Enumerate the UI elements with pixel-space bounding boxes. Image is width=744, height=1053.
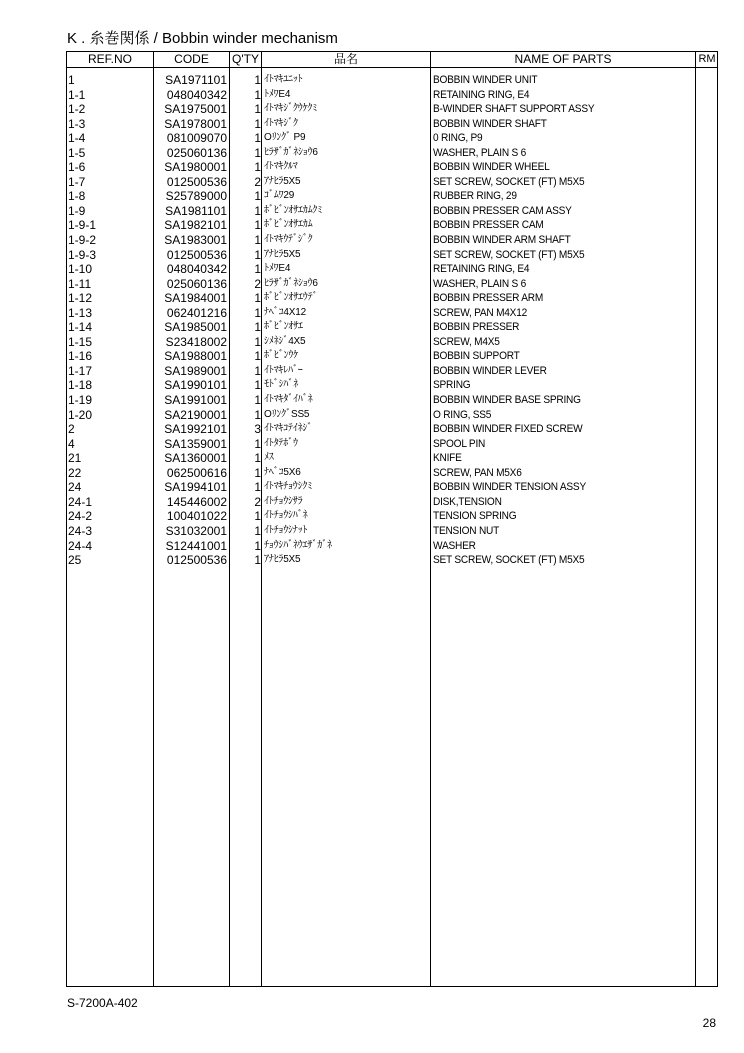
cell-name-of-parts: WASHER, PLAIN S 6 (433, 277, 527, 290)
cell-qty: 1 (254, 393, 261, 408)
cell-code: SA1360001 (164, 451, 227, 466)
cell-code: SA1980001 (164, 160, 227, 175)
cell-code: SA1981101 (165, 203, 227, 218)
cell-qty: 1 (254, 189, 261, 204)
cell-ref: 4 (68, 436, 75, 451)
cell-qty: 1 (254, 233, 261, 248)
cell-name-of-parts: RETAINING RING, E4 (433, 88, 530, 101)
cell-name-of-parts: BOBBIN WINDER SHAFT (433, 117, 547, 130)
cell-jp-name: ﾋﾗｻﾞｶﾞﾈｼｮｳ6 (264, 277, 318, 289)
cell-ref: 25 (68, 553, 82, 568)
cell-name-of-parts: WASHER (433, 539, 476, 552)
cell-jp-name: ﾒｽ (264, 452, 274, 464)
table-row (67, 509, 717, 524)
cell-qty: 1 (254, 102, 261, 117)
page-number: 28 (702, 1016, 716, 1030)
cell-ref: 1-14 (68, 320, 93, 335)
parts-table (66, 51, 718, 987)
cell-code: SA1988001 (164, 349, 227, 364)
header-rm: RM (698, 53, 716, 65)
document-code: S-7200A-402 (67, 996, 138, 1010)
header-ref: REF.NO (87, 52, 132, 66)
cell-code: SA1971101 (165, 73, 227, 87)
table-row (67, 233, 717, 248)
table-row (67, 364, 717, 379)
cell-ref: 1-15 (68, 334, 93, 349)
cell-name-of-parts: RETAINING RING, E4 (433, 263, 530, 276)
cell-code: SA1984001 (164, 291, 227, 306)
cell-qty: 2 (254, 494, 261, 509)
cell-code: SA1978001 (164, 116, 227, 131)
cell-code: 048040342 (166, 87, 227, 102)
table-row (67, 466, 717, 481)
table-row (67, 131, 717, 146)
table-row (67, 73, 717, 88)
table-row (67, 146, 717, 161)
cell-jp-name: ﾁｮｳｼﾊﾞﾈｳｴｻﾞｶﾞﾈ (264, 539, 332, 551)
table-row (67, 189, 717, 204)
cell-qty: 1 (254, 87, 261, 102)
cell-jp-name: ｲﾄﾏｷｼﾞｸ (264, 117, 298, 129)
table-body (67, 73, 717, 568)
cell-qty: 1 (254, 363, 261, 378)
cell-name-of-parts: SCREW, PAN M5X6 (433, 466, 522, 479)
cell-code: 012500536 (166, 247, 227, 262)
cell-code: SA1985001 (164, 320, 227, 335)
cell-name-of-parts: RUBBER RING, 29 (433, 190, 517, 203)
cell-name-of-parts: WASHER, PLAIN S 6 (433, 146, 527, 159)
cell-ref: 1-17 (68, 363, 93, 378)
cell-jp-name: ﾎﾞﾋﾞﾝｵｻｴ (264, 321, 303, 333)
table-row (67, 451, 717, 466)
cell-qty: 1 (254, 73, 261, 87)
cell-name-of-parts: BOBBIN PRESSER (433, 321, 520, 334)
cell-code: S23418002 (165, 334, 227, 349)
cell-qty: 1 (254, 305, 261, 320)
cell-qty: 1 (254, 291, 261, 306)
cell-qty: 1 (254, 247, 261, 262)
table-row (67, 277, 717, 292)
cell-ref: 1-3 (68, 116, 86, 131)
cell-qty: 3 (254, 422, 261, 437)
cell-jp-name: ﾅﾍﾞｺ4X12 (264, 306, 306, 318)
cell-name-of-parts: BOBBIN WINDER BASE SPRING (433, 394, 581, 407)
cell-qty: 1 (254, 320, 261, 335)
cell-name-of-parts: O RING, SS5 (433, 408, 492, 421)
cell-ref: 1-11 (68, 276, 92, 291)
cell-jp-name: ﾅﾍﾞｺ5X6 (264, 466, 301, 478)
cell-jp-name: ｼﾒﾈｼﾞ4X5 (264, 335, 306, 347)
cell-name-of-parts: 0 RING, P9 (433, 132, 483, 145)
table-row (67, 88, 717, 103)
cell-code: SA1991001 (164, 393, 227, 408)
cell-name-of-parts: BOBBIN PRESSER CAM ASSY (433, 204, 572, 217)
header-jp-name: 品名 (333, 52, 358, 66)
table-row (67, 248, 717, 263)
cell-code: SA1990101 (164, 378, 227, 393)
table-row (67, 553, 717, 568)
cell-jp-name: Oﾘﾝｸﾞ P9 (264, 132, 306, 144)
cell-qty: 1 (254, 131, 261, 146)
cell-jp-name: ﾋﾗｻﾞｶﾞﾈｼｮｳ6 (264, 146, 318, 158)
cell-name-of-parts: B-WINDER SHAFT SUPPORT ASSY (433, 103, 595, 116)
cell-code: SA2190001 (164, 407, 227, 422)
cell-jp-name: ｺﾞﾑﾜ29 (264, 190, 295, 202)
table-row (67, 320, 717, 335)
cell-qty: 1 (254, 465, 261, 480)
cell-jp-name: ｲﾄﾏｷｸﾙﾏ (264, 161, 298, 173)
cell-ref: 1-4 (68, 131, 86, 146)
cell-code: 081009070 (166, 131, 227, 146)
cell-jp-name: ﾄﾒﾜE4 (264, 263, 291, 275)
cell-ref: 24-3 (68, 523, 93, 538)
cell-name-of-parts: SET SCREW, SOCKET (FT) M5X5 (433, 248, 585, 261)
cell-ref: 24 (68, 480, 82, 495)
cell-qty: 1 (254, 116, 261, 131)
cell-ref: 1-8 (68, 189, 86, 204)
cell-ref: 1-20 (68, 407, 93, 422)
cell-code: SA1994101 (164, 480, 227, 495)
cell-name-of-parts: DISK,TENSION (433, 495, 502, 508)
cell-jp-name: ｱﾅﾋﾗ5X5 (264, 554, 301, 566)
cell-code: 062500616 (166, 465, 227, 480)
cell-name-of-parts: BOBBIN WINDER FIXED SCREW (433, 423, 583, 436)
cell-jp-name: ｲﾄﾏｷﾀﾞｲﾊﾞﾈ (264, 394, 313, 406)
cell-qty: 1 (254, 553, 261, 568)
cell-name-of-parts: BOBBIN WINDER ARM SHAFT (433, 234, 571, 247)
cell-ref: 1-6 (68, 160, 86, 175)
cell-code: 012500536 (166, 553, 227, 568)
cell-code: SA1989001 (164, 363, 227, 378)
table-row (67, 102, 717, 117)
cell-code: S31032001 (165, 523, 227, 538)
cell-code: 025060136 (166, 145, 227, 160)
table-row (67, 175, 717, 190)
table-row (67, 335, 717, 350)
cell-code: SA1983001 (164, 233, 227, 248)
cell-name-of-parts: BOBBIN PRESSER ARM (433, 292, 544, 305)
header-name-of-parts: NAME OF PARTS (514, 52, 612, 66)
cell-qty: 1 (254, 334, 261, 349)
cell-jp-name: ﾄﾒﾜE4 (264, 88, 291, 100)
cell-ref: 1-19 (68, 393, 93, 408)
cell-qty: 1 (254, 509, 261, 524)
header-code: CODE (174, 52, 209, 66)
cell-ref: 22 (68, 465, 82, 480)
cell-jp-name: ｲﾄﾁｮｳｼｻﾗ (264, 495, 303, 507)
cell-jp-name: ｲﾄﾁｮｳｼﾅｯﾄ (264, 524, 308, 536)
cell-code: 145446002 (166, 494, 227, 509)
cell-name-of-parts: BOBBIN WINDER UNIT (433, 74, 538, 86)
cell-ref: 1-2 (68, 102, 86, 117)
cell-name-of-parts: TENSION SPRING (433, 510, 517, 523)
cell-code: 025060136 (166, 276, 227, 291)
cell-ref: 1-10 (68, 262, 93, 277)
table-row (67, 204, 717, 219)
header-qty: Q'TY (232, 52, 259, 66)
cell-code: S25789000 (165, 189, 227, 204)
cell-jp-name: ｲﾄﾏｷｼﾞｸｳｹｸﾐ (264, 103, 318, 115)
cell-ref: 24-2 (68, 509, 93, 524)
cell-name-of-parts: SPOOL PIN (433, 437, 486, 450)
cell-name-of-parts: KNIFE (433, 452, 462, 465)
table-row (67, 349, 717, 364)
cell-jp-name: OﾘﾝｸﾞSS5 (264, 408, 310, 420)
cell-qty: 1 (254, 145, 261, 160)
cell-ref: 1-9-3 (68, 247, 97, 262)
cell-jp-name: ｲﾄﾀﾃﾎﾞｳ (264, 437, 298, 449)
table-row (67, 437, 717, 452)
table-row (67, 524, 717, 539)
cell-ref: 1-12 (68, 291, 93, 306)
cell-qty: 1 (254, 480, 261, 495)
table-row (67, 218, 717, 233)
cell-qty: 1 (254, 349, 261, 364)
cell-name-of-parts: SET SCREW, SOCKET (FT) M5X5 (433, 554, 585, 567)
cell-qty: 2 (254, 174, 261, 189)
cell-code: SA1975001 (164, 102, 227, 117)
table-row (67, 480, 717, 495)
cell-jp-name: ﾓﾄﾞｼﾊﾞﾈ (264, 379, 299, 391)
cell-code: 062401216 (166, 305, 227, 320)
table-row (67, 539, 717, 554)
cell-qty: 1 (254, 436, 261, 451)
cell-name-of-parts: SPRING (433, 379, 471, 392)
cell-jp-name: ｲﾄﾏｷﾁｮｳｼｸﾐ (264, 481, 313, 493)
cell-jp-name: ﾎﾞﾋﾞﾝｵｻｴｶﾑ (264, 219, 313, 231)
cell-name-of-parts: BOBBIN WINDER LEVER (433, 364, 547, 377)
cell-name-of-parts: SET SCREW, SOCKET (FT) M5X5 (433, 175, 585, 188)
table-row (67, 262, 717, 277)
cell-ref: 1-9 (68, 203, 86, 218)
cell-qty: 1 (254, 538, 261, 553)
cell-code: 012500536 (166, 174, 227, 189)
page-title: K . 糸巻関係 / Bobbin winder mechanism (67, 30, 338, 47)
cell-ref: 1-9-1 (68, 218, 97, 233)
cell-name-of-parts: BOBBIN PRESSER CAM (433, 219, 544, 232)
cell-ref: 1-13 (68, 305, 93, 320)
table-row (67, 495, 717, 510)
cell-name-of-parts: BOBBIN WINDER TENSION ASSY (433, 481, 586, 494)
cell-name-of-parts: BOBBIN WINDER WHEEL (433, 161, 550, 174)
cell-ref: 1 (68, 73, 75, 87)
cell-qty: 1 (254, 451, 261, 466)
cell-jp-name: ｱﾅﾋﾗ5X5 (264, 175, 301, 187)
cell-qty: 1 (254, 407, 261, 422)
cell-ref: 1-5 (68, 145, 86, 160)
cell-name-of-parts: BOBBIN SUPPORT (433, 350, 520, 363)
table-row (67, 422, 717, 437)
table-row (67, 117, 717, 132)
cell-code: SA1359001 (164, 436, 227, 451)
cell-code: SA1992101 (164, 422, 227, 437)
cell-jp-name: ｱﾅﾋﾗ5X5 (264, 248, 301, 260)
cell-jp-name: ｲﾄﾏｷｳﾃﾞｼﾞｸ (264, 234, 313, 246)
cell-ref: 21 (68, 451, 82, 466)
cell-name-of-parts: TENSION NUT (433, 524, 500, 537)
cell-code: S12441001 (165, 538, 227, 553)
cell-jp-name: ｲﾄﾏｷﾚﾊﾞｰ (264, 364, 303, 376)
cell-name-of-parts: SCREW, PAN M4X12 (433, 306, 527, 319)
cell-jp-name: ｲﾄﾏｷﾕﾆｯﾄ (264, 74, 303, 85)
cell-jp-name: ｲﾄﾁｮｳｼﾊﾞﾈ (264, 510, 308, 522)
cell-ref: 1-7 (68, 174, 86, 189)
cell-ref: 1-16 (68, 349, 93, 364)
cell-jp-name: ﾎﾞﾋﾞﾝｳｹ (264, 350, 299, 362)
table-row (67, 306, 717, 321)
cell-qty: 1 (254, 218, 261, 233)
cell-code: 048040342 (166, 262, 227, 277)
cell-ref: 2 (68, 422, 75, 437)
cell-ref: 1-9-2 (68, 233, 97, 248)
cell-ref: 1-1 (68, 87, 86, 102)
cell-qty: 2 (254, 276, 261, 291)
cell-jp-name: ｲﾄﾏｷｺﾃｲﾈｼﾞ (264, 423, 313, 435)
cell-code: 100401022 (166, 509, 227, 524)
cell-ref: 24-4 (68, 538, 93, 553)
cell-qty: 1 (254, 160, 261, 175)
cell-jp-name: ﾎﾞﾋﾞﾝｵｻｴｶﾑｸﾐ (264, 204, 323, 216)
cell-qty: 1 (254, 262, 261, 277)
cell-ref: 1-18 (68, 378, 93, 393)
cell-qty: 1 (254, 378, 261, 393)
cell-qty: 1 (254, 523, 261, 538)
cell-name-of-parts: SCREW, M4X5 (433, 335, 500, 348)
table-row (67, 291, 717, 306)
table-row (67, 393, 717, 408)
table-row (67, 408, 717, 423)
cell-jp-name: ﾎﾞﾋﾞﾝｵｻｴｳﾃﾞ (264, 292, 318, 304)
table-row (67, 378, 717, 393)
header-divider (67, 67, 717, 68)
cell-qty: 1 (254, 203, 261, 218)
cell-code: SA1982101 (164, 218, 227, 233)
cell-ref: 24-1 (68, 494, 93, 509)
table-row (67, 160, 717, 175)
